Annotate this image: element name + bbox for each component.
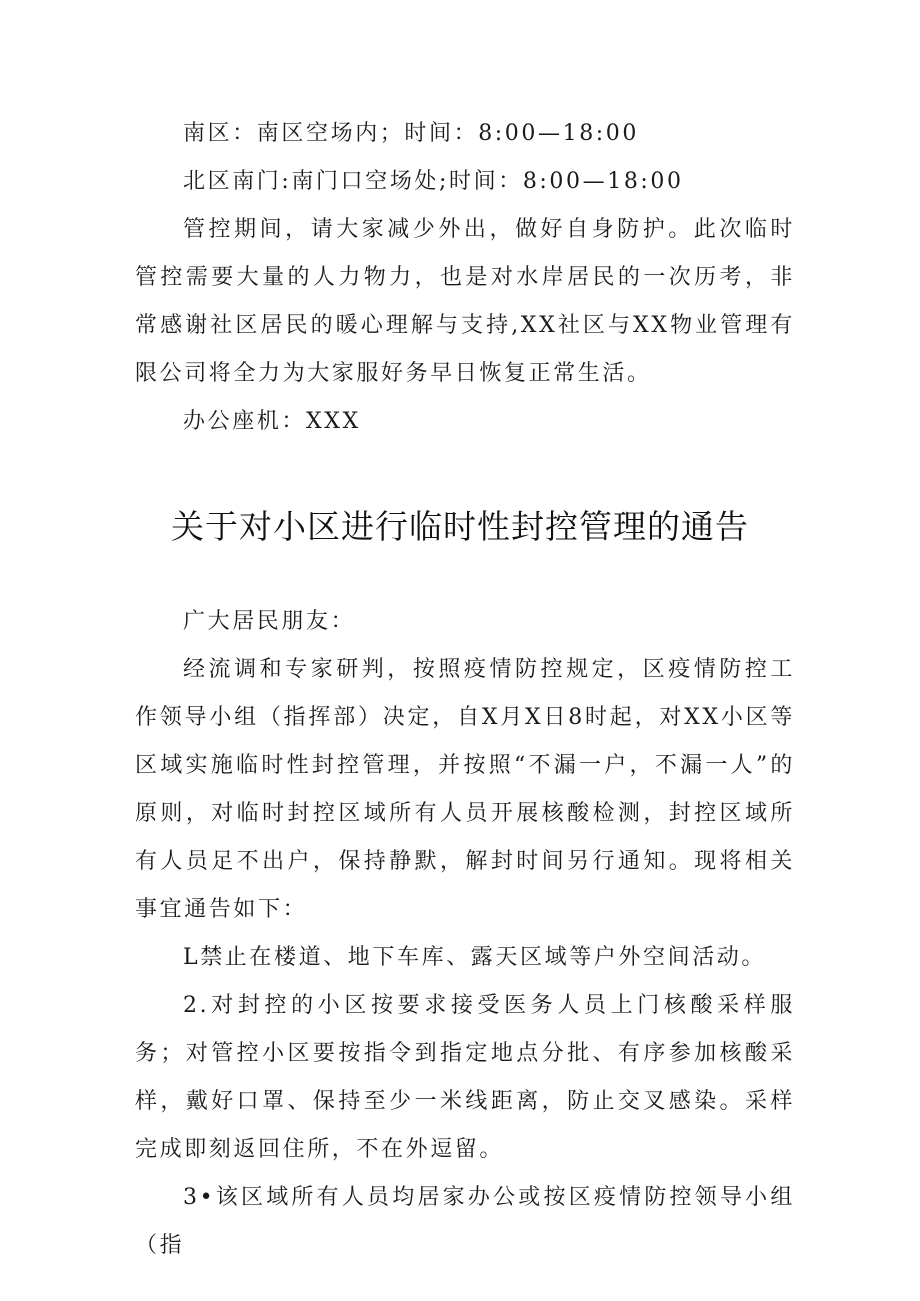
notice-item-2: 2.对封控的小区按要求接受医务人员上门核酸采样服务；对管控小区要按指令到指定地点分批、有序参加核酸采样，戴好口罩、保持至少一米线距离，防止交叉感染。采样完成即刻返回住所，不在外逗留。 [135,993,795,1162]
closing-paragraph: 管控期间，请大家减少外出，做好自身防护。此次临时管控需要大量的人力物力，也是对水岸居民的一次历考，非常感谢社区居民的暖心理解与支持,XX社区与XX物业管理有限公司将全力为大家服好务早日恢复正常生活。 [135,217,795,386]
north-south-gate-line: 北区南门:南门口空场处;时间：8:00—18:00 [183,169,684,194]
south-area-line: 南区：南区空场内；时间：8:00—18:00 [183,121,640,146]
notice-body [135,598,795,1270]
intro-paragraph: 经流调和专家研判，按照疫情防控规定，区疫情防控工作领导小组（指挥部）决定，自X月X日8时起，对XX小区等区域实施临时性封控管理，并按照“不漏一户，不漏一人”的原则，对临时封控区域所有人员开展核酸检测，封控区域所有人员足不出户，保持静默，解封时间另行通知。现将相关事宜通告如下： [135,657,795,922]
notice-item-1: L禁止在楼道、地下车库、露天区域等户外空间活动。 [183,945,767,970]
salutation: 广大居民朋友： [183,609,356,634]
section-pickup-info [135,110,795,446]
notice-title: 关于对小区进行临时性封控管理的通告 [171,507,749,546]
notice-item-3: 3•该区域所有人员均居家办公或按区疫情防控领导小组（指 [135,1185,795,1258]
office-phone-line: 办公座机：XXX [183,409,361,434]
